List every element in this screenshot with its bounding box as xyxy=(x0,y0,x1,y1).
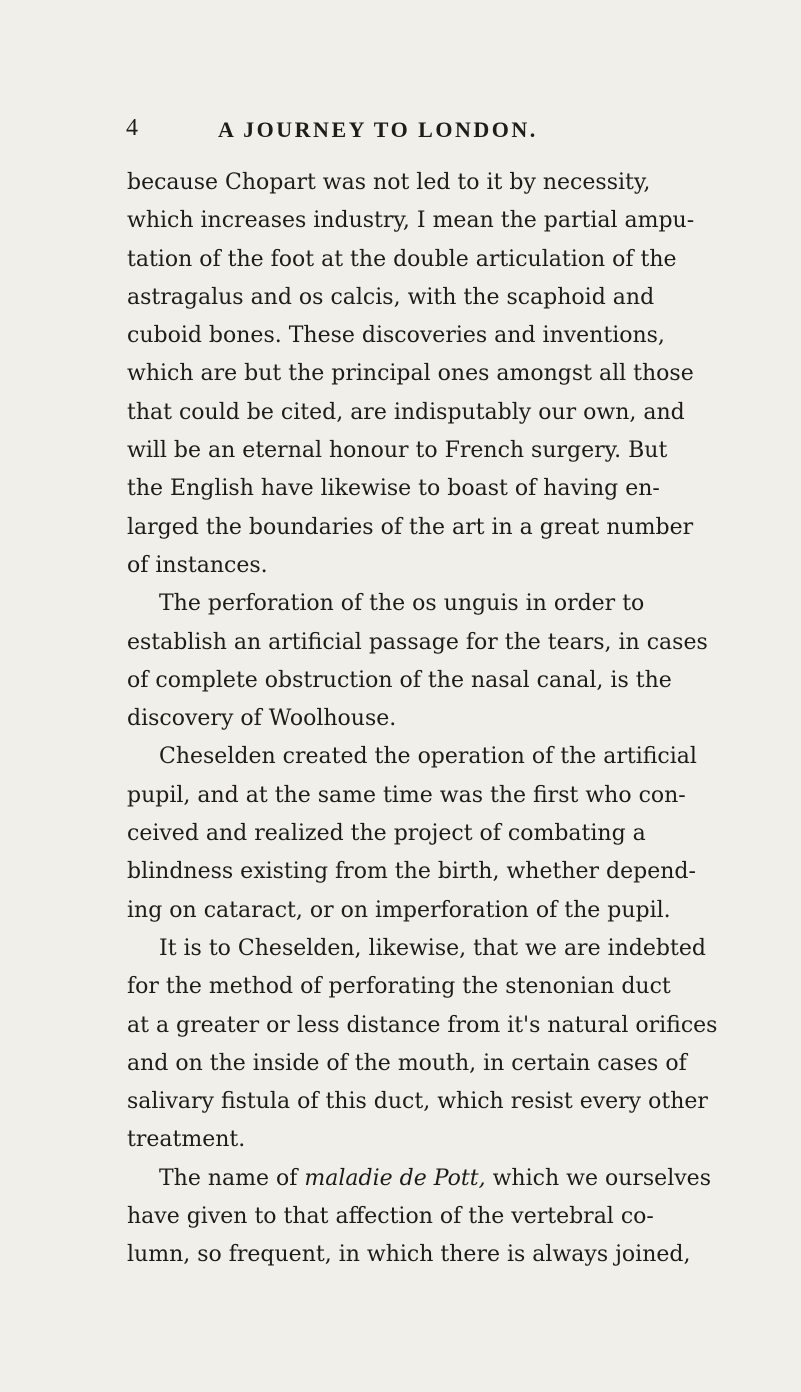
text-line: the English have likewise to boast of having en- xyxy=(127,476,660,502)
running-head: A JOURNEY TO LONDON. xyxy=(218,117,538,142)
text-line: will be an eternal honour to French surgery. But xyxy=(127,438,668,464)
text-line: of instances. xyxy=(127,552,268,578)
italic-term: maladie de Pott, xyxy=(304,1165,486,1191)
paragraph-4 xyxy=(127,930,718,1160)
text-line: discovery of Woolhouse. xyxy=(127,706,397,732)
text-line: pupil, and at the same time was the first who con- xyxy=(127,782,686,808)
text-line: of complete obstruction of the nasal canal, is the xyxy=(127,667,672,693)
text-line: at a greater or less distance from it's natural orifices xyxy=(127,1012,718,1038)
text-line: Cheselden created the operation of the artificial xyxy=(159,744,697,770)
text-line xyxy=(127,1160,711,1198)
paragraph-3 xyxy=(127,738,697,929)
text-line: which increases industry, I mean the partial ampu- xyxy=(127,208,695,234)
paragraph-5 xyxy=(127,1160,711,1275)
page-number: 4 xyxy=(126,115,138,141)
text-line: establish an artificial passage for the tears, in cases xyxy=(127,629,708,655)
text-line: It is to Cheselden, likewise, that we are indebted xyxy=(159,935,706,961)
text-line: ceived and realized the project of combating a xyxy=(127,821,646,847)
text-line: lumn, so frequent, in which there is always joined, xyxy=(127,1242,691,1268)
text-line: blindness existing from the birth, whether depend- xyxy=(127,859,696,885)
text-line: which are but the principal ones amongst all those xyxy=(127,361,694,387)
text-line: salivary fistula of this duct, which resist every other xyxy=(127,1089,708,1115)
text-line: tation of the foot at the double articulation of the xyxy=(127,246,677,272)
page-header xyxy=(126,112,690,142)
text-line: because Chopart was not led to it by necessity, xyxy=(127,170,651,195)
text-line: for the method of perforating the stenonian duct xyxy=(127,974,671,1000)
text-line: have given to that affection of the vertebral co- xyxy=(127,1204,654,1230)
text-line: The perforation of the os unguis in order to xyxy=(159,591,645,617)
text-line: ing on cataract, or on imperforation of the pupil. xyxy=(127,897,671,923)
text-line: cuboid bones. These discoveries and inventions, xyxy=(127,323,665,349)
text-run: which we ourselves xyxy=(485,1165,711,1191)
text-run: The name of xyxy=(159,1165,305,1191)
text-line: larged the boundaries of the art in a great number xyxy=(127,514,694,540)
text-line: and on the inside of the mouth, in certain cases of xyxy=(127,1050,687,1076)
body-text xyxy=(127,164,718,1275)
text-line: astragalus and os calcis, with the scaphoid and xyxy=(127,284,655,310)
paragraph-2 xyxy=(127,585,708,738)
text-line: that could be cited, are indisputably our own, and xyxy=(127,399,685,425)
paragraph-1 xyxy=(127,164,695,585)
text-line: treatment. xyxy=(127,1127,246,1153)
